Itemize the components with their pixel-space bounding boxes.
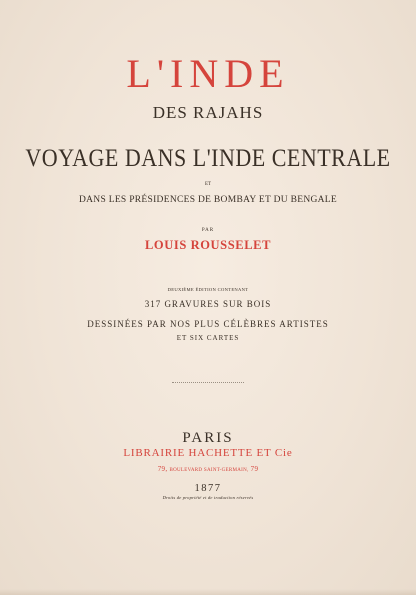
maps-line: ET SIX CARTES bbox=[176, 334, 240, 342]
by-label: PAR bbox=[201, 228, 215, 233]
address-number-end: 79 bbox=[250, 465, 259, 473]
divider-rule bbox=[172, 382, 244, 383]
publisher-address bbox=[0, 464, 416, 476]
author-name: LOUIS ROUSSELET bbox=[144, 238, 272, 252]
publisher-name: LIBRAIRIE HACHETTE ET Cie bbox=[123, 447, 293, 459]
publication-year: 1877 bbox=[194, 483, 222, 494]
presidences-line: DANS LES PRÉSIDENCES DE BOMBAY ET DU BENGALE bbox=[78, 195, 338, 205]
address-street: BOULEVARD SAINT-GERMAIN, bbox=[169, 468, 249, 473]
address-number: 79, bbox=[157, 465, 168, 473]
book-subtitle: DES RAJAHS bbox=[152, 103, 264, 122]
artists-line: DESSINÉES PAR NOS PLUS CÉLÈBRES ARTISTES bbox=[87, 319, 329, 329]
publication-city: PARIS bbox=[182, 430, 234, 446]
gravures-line: 317 GRAVURES SUR BOIS bbox=[144, 299, 272, 309]
rights-notice: Droits de propriété et de traduction réservés bbox=[162, 495, 254, 500]
book-title: L'INDE bbox=[126, 51, 290, 96]
voyage-title: VOYAGE DANS L'INDE CENTRALE bbox=[25, 143, 391, 172]
conjunction-et: ET bbox=[204, 182, 212, 187]
edition-note: DEUXIÈME ÉDITION CONTENANT bbox=[167, 287, 249, 292]
